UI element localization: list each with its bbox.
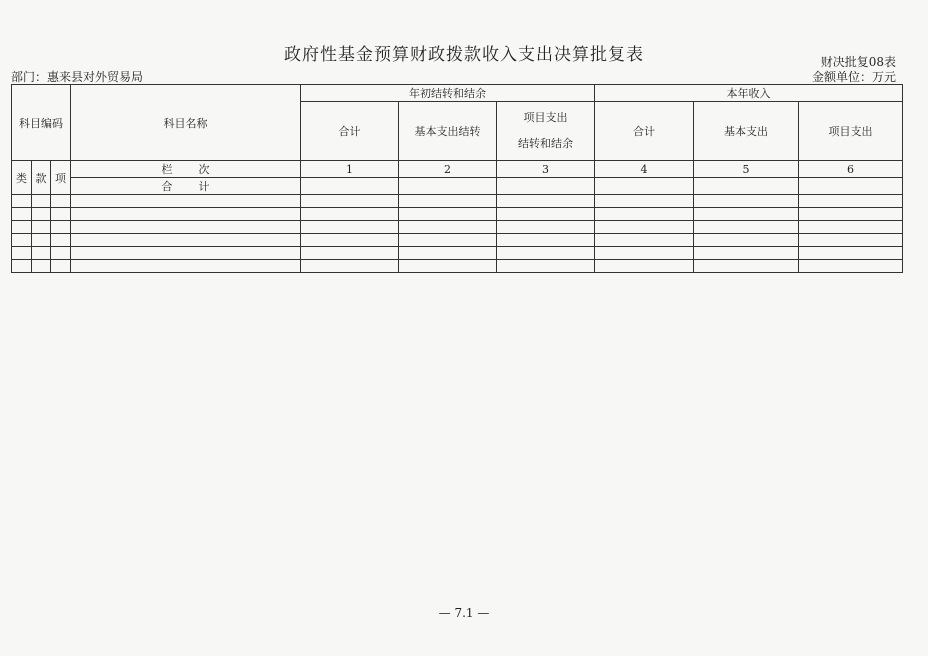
report-title: 政府性基金预算财政拨款收入支出决算批复表 [284, 45, 644, 65]
header-group-current: 本年收入 [595, 85, 903, 102]
code-lei: 类 [12, 161, 32, 195]
total-row [12, 178, 903, 195]
table-row [12, 234, 903, 247]
table-row [12, 208, 903, 221]
header-subject-code: 科目编码 [12, 85, 71, 161]
col-number-1: 1 [301, 161, 399, 178]
amount-unit: 金额单位：万元 [811, 70, 896, 84]
table-row [12, 247, 903, 260]
table-row [12, 260, 903, 273]
code-xiang: 项 [51, 161, 71, 195]
page-number: — 7.1 — [438, 606, 490, 620]
col-number-2: 2 [399, 161, 497, 178]
header-total-1: 合计 [301, 102, 399, 161]
col-number-6: 6 [799, 161, 903, 178]
header-total-2: 合计 [595, 102, 694, 161]
row-total-label: 合计 [161, 180, 236, 193]
table-row [12, 221, 903, 234]
header-subject-name: 科目名称 [71, 85, 301, 161]
approval-table [11, 84, 903, 273]
col-number-4: 4 [595, 161, 694, 178]
header-project-carry [497, 102, 595, 161]
header-group-begin: 年初结转和结余 [301, 85, 595, 102]
col-number-3: 3 [497, 161, 595, 178]
department-label: 部门：惠来县对外贸易局 [11, 70, 144, 84]
header-project-carry-line2: 结转和结余 [518, 137, 573, 150]
header-project-carry-line1: 项目支出 [523, 111, 568, 124]
header-project: 项目支出 [799, 102, 903, 161]
table-row [12, 195, 903, 208]
header-basic: 基本支出 [694, 102, 799, 161]
header-basic-carry: 基本支出结转 [399, 102, 497, 161]
row-lanci-label: 栏次 [161, 163, 236, 176]
code-kuan: 款 [32, 161, 51, 195]
col-number-5: 5 [694, 161, 799, 178]
form-code: 财决批复08表 [820, 55, 896, 69]
